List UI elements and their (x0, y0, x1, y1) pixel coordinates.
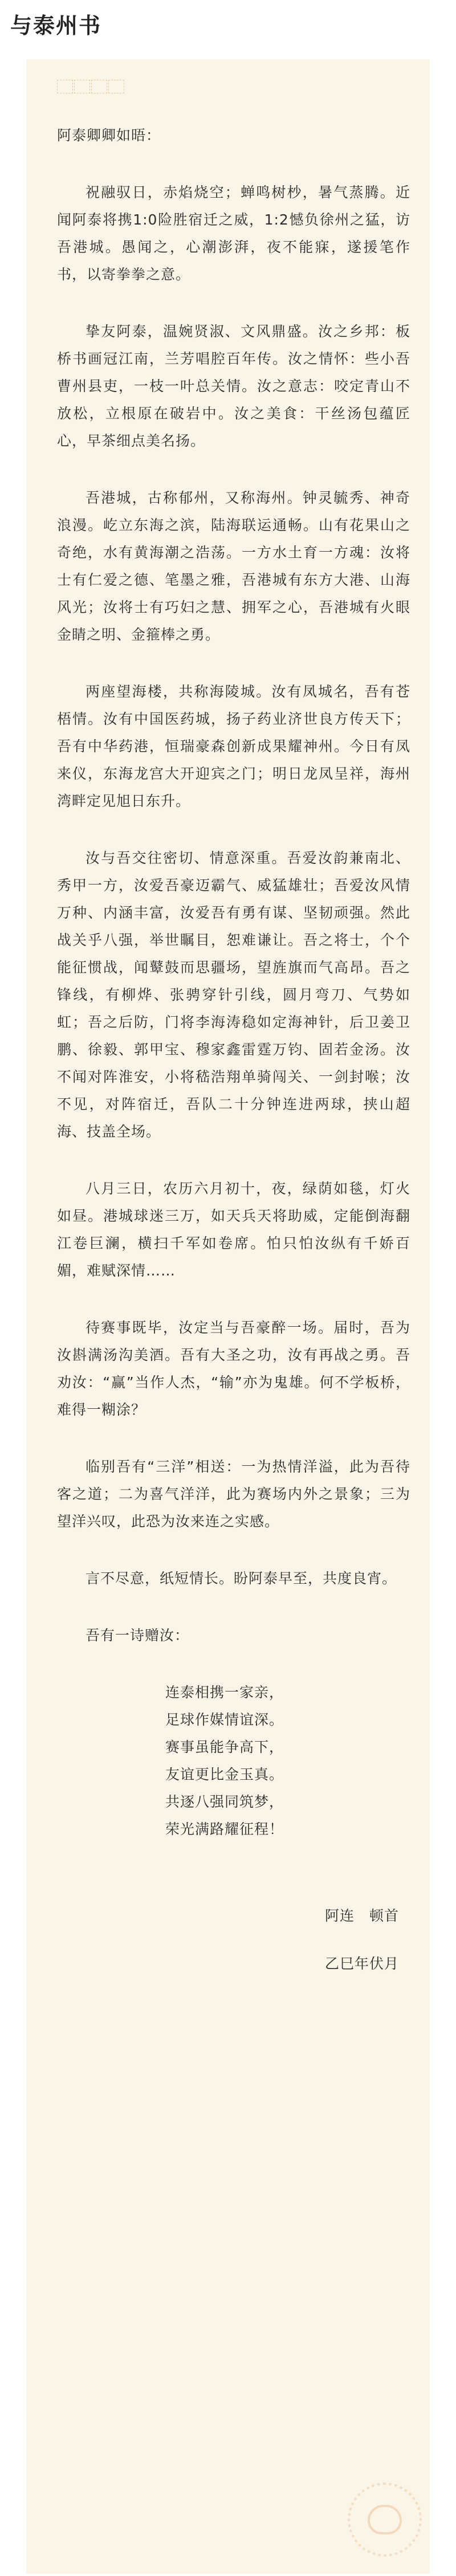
grid-square (91, 80, 107, 93)
signature-block (57, 1902, 410, 1978)
paragraph: 两座望海楼，共称海陵城。汝有凤城名，吾有苍梧情。汝有中国医药城，扬子药业济世良方传天下；吾有中华药港，恒瑞豪森创新成果耀神州。今日有凤来仪，东海龙宫大开迎宾之门；明日龙凤呈祥，海州湾畔定见旭日东升。 (57, 683, 410, 809)
title-grid-decoration (57, 80, 124, 93)
paragraph: 待赛事既毕，汝定当与吾豪醉一场。届时，吾为汝斟满汤沟美酒。吾有大圣之功，汝有再战之勇。吾劝汝：“赢”当作人杰，“输”亦为鬼雄。何不学板桥，难得一糊涂？ (57, 1319, 410, 1418)
poem-line: 友谊更比金玉真。 (165, 1766, 284, 1783)
poem-line: 荣光满路耀征程！ (165, 1821, 284, 1837)
page-title: 与泰州书 (10, 13, 102, 38)
heart-icon (368, 2505, 402, 2534)
grid-square (108, 80, 124, 93)
paragraph: 汝与吾交往密切、情意深重。吾爱汝韵兼南北、秀甲一方，汝爱吾豪迈霸气、威猛雄壮；吾爱汝风情万种、内涵丰富，汝爱吾有勇有谋、坚韧顽强。然此战关乎八强，举世瞩目，恕难谦让。吾之将士，个个能征惯战，闻鼙鼓而思疆场，望旌旗而气高昂。吾之锋线，有柳烨、张骋穿针引线，圆月弯刀、气势如虹；吾之后防，门将李海涛稳如定海神针，后卫姜卫鹏、徐毅、郭甲宝、穆家鑫雷霆万钧、固若金汤。汝不闻对阵淮安，小将嵇浩翔单骑闯关、一剑封喉；汝不见，对阵宿迁，吾队二十分钟连进两球，挟山超海、技盖全场。 (57, 850, 410, 1140)
letter-paper (26, 59, 430, 2574)
paragraph: 挚友阿泰，温婉贤淑、文风鼎盛。汝之乡邦：板桥书画冠江南，兰芳唱腔百年传。汝之情怀：些小吾曹州县吏，一枝一叶总关情。汝之意志：咬定青山不放松，立根原在破岩中。汝之美食：干丝汤包蕴匠心，早茶细点美名扬。 (57, 323, 410, 449)
paragraph: 吾有一诗赠汝： (85, 1627, 190, 1644)
paragraph: 吾港城，古称郁州，又称海州。钟灵毓秀、神奇浪漫。屹立东海之滨，陆海联运通畅。山有花果山之奇绝，水有黄海潮之浩荡。一方水土育一方魂：汝将士有仁爱之德、笔墨之雅，吾港城有东方大港、山海风光；汝将士有巧妇之慧、拥军之心，吾港城有火眼金睛之明、金箍棒之勇。 (57, 490, 410, 643)
salutation: 阿泰卿卿如晤： (57, 127, 161, 144)
letter-body (57, 122, 410, 1978)
grid-square (57, 80, 73, 93)
grid-square (74, 80, 90, 93)
poem-line: 赛事虽能争高下， (165, 1739, 284, 1755)
poem-line: 连泰相携一家亲， (165, 1684, 284, 1701)
paragraph: 祝融驭日，赤焰烧空；蝉鸣树杪，暑气蒸腾。近闻阿泰将携1:0险胜宿迁之威，1:2憾负徐州之猛，访吾港城。愚闻之，心潮澎湃，夜不能寐，遂援笔作书，以寄拳拳之意。 (57, 184, 410, 283)
poem-line: 共逐八强同筑梦， (165, 1794, 284, 1810)
poem-line: 足球作媒情谊深。 (165, 1711, 284, 1728)
paragraph: 言不尽意，纸短情长。盼阿泰早至，共度良宵。 (85, 1570, 397, 1587)
signature-date: 乙巳年伏月 (324, 1955, 399, 1972)
poem (165, 1679, 410, 1843)
paragraph: 临别吾有“三洋”相送：一为热情洋溢，此为吾待客之道；二为喜气洋洋，此为赛场内外之景象；三为望洋兴叹，此恐为汝来连之实感。 (57, 1458, 410, 1530)
signature-name: 阿连 顿首 (324, 1907, 399, 1924)
paragraph: 八月三日，农历六月初十，夜，绿荫如毯，灯火如昼。港城球迷三万，如天兵天将助威，定能倒海翻江卷巨澜，横扫千军如卷席。怕只怕汝纵有千娇百媚，难赋深情…… (57, 1180, 410, 1279)
postmark-stamp-icon (348, 2483, 422, 2557)
